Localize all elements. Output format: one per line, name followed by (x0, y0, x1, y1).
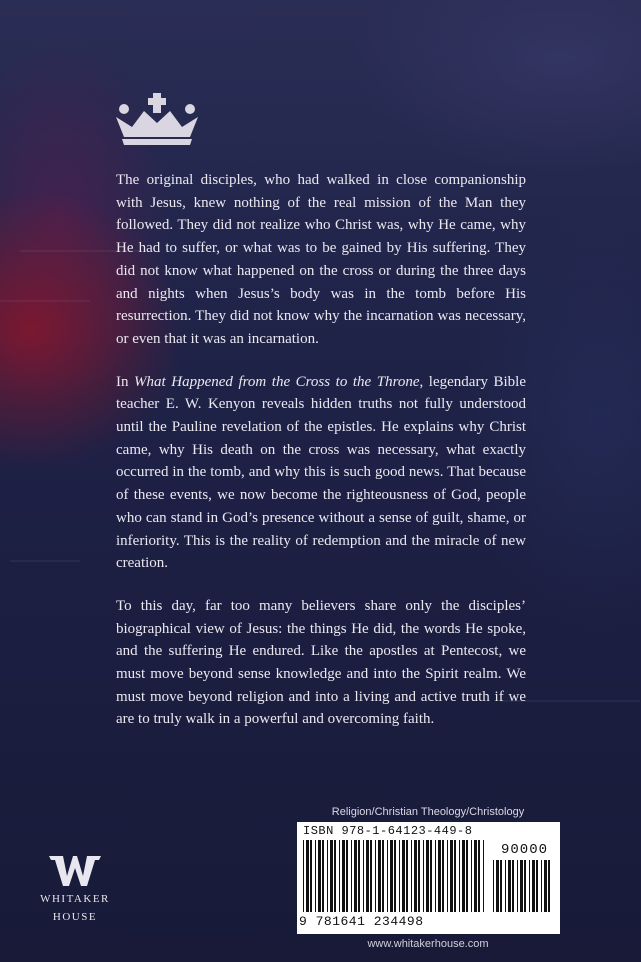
barcode-bar (474, 840, 477, 912)
barcode-bar (366, 840, 369, 912)
barcode-bar (423, 840, 424, 912)
barcode-bar (418, 840, 420, 912)
barcode-bar (406, 840, 408, 912)
barcode-bar (500, 860, 502, 912)
isbn-number: ISBN 978-1-64123-449-8 (303, 824, 473, 838)
barcode-bar (454, 840, 456, 912)
barcode-bar (512, 860, 514, 912)
publisher-name-line-1: WHITAKER (40, 893, 110, 905)
barcode-bar (459, 840, 460, 912)
barcode-bar (351, 840, 352, 912)
texture-streak (10, 560, 80, 562)
barcode-bar (315, 840, 316, 912)
barcode-bar (544, 860, 547, 912)
barcode-bar (536, 860, 538, 912)
publisher-website: www.whitakerhouse.com (367, 938, 489, 950)
barcode-bar (483, 840, 484, 912)
publisher-name-line-2: HOUSE (52, 911, 98, 923)
barcode-bar (450, 840, 453, 912)
ean-barcode-bars (303, 840, 488, 912)
barcode-bar (306, 840, 309, 912)
ean-number: 9 781641 234498 (299, 914, 424, 929)
barcode-bar (394, 840, 396, 912)
barcode-bar (529, 860, 530, 912)
barcode-bar (496, 860, 499, 912)
barcode-bar (508, 860, 511, 912)
barcode-bar (524, 860, 526, 912)
barcode-bar (387, 840, 388, 912)
price-barcode-bars (493, 860, 553, 912)
barcode-bar (342, 840, 345, 912)
barcode-bar (334, 840, 336, 912)
barcode-bar (318, 840, 321, 912)
price-code: 90000 (500, 842, 548, 858)
subject-category: Religion/Christian Theology/Christology (331, 806, 525, 818)
barcode-bar (310, 840, 312, 912)
blurb-paragraph-1: The original disciples, who had walked in close companionship with Jesus, knew nothing of the real mission of the Man they followed. They did not realize who Christ was, why He came, why He had to suffer, or what was to be gained by His suffering. They did not know what happened on the cross or during the three days and nights when Jesus’s body was in the tomb before His resurrection. They did not know why the incarnation was necessary, or even that it was an incarnation. (116, 172, 526, 347)
barcode-bar (303, 840, 304, 912)
barcode-bar (548, 860, 550, 912)
whitaker-w-icon (47, 854, 103, 888)
barcode-bar (466, 840, 468, 912)
publisher-logo (30, 854, 120, 924)
barcode-bar (354, 840, 357, 912)
barcode-bar (478, 840, 480, 912)
barcode-bar (339, 840, 340, 912)
barcode-bar (327, 840, 328, 912)
barcode-bar (322, 840, 324, 912)
book-title: What Happened from the Cross to the Throne (134, 373, 420, 390)
blurb-p2-rest: , legendary Bible teacher E. W. Kenyon reveals hidden truths not fully understood until the Pauline revelation of the epistles. He explains why Christ came, why His death on the cross was necessary, what exactly occurred in the tomb, and why this is such good news. That because of these events, we now become the righteousness of God, people who can stand in God’s presence without a sense of guilt, shame, or inferiority. This is the reality of redemption and the miracle of new creation. (116, 373, 526, 572)
barcode-bar (520, 860, 523, 912)
barcode-bar (358, 840, 360, 912)
barcode-bar (382, 840, 384, 912)
barcode-bar (532, 860, 535, 912)
barcode-bar (447, 840, 448, 912)
barcode-bar (430, 840, 432, 912)
back-cover-blurb (116, 169, 526, 751)
barcode-bar (505, 860, 506, 912)
barcode-bar (541, 860, 542, 912)
barcode-bar (438, 840, 441, 912)
barcode-bar (471, 840, 472, 912)
barcode-bar (390, 840, 393, 912)
barcode-bar (435, 840, 436, 912)
barcode-bar (346, 840, 348, 912)
blurb-paragraph-3: To this day, far too many believers share only the disciples’ biographical view of Jesus: the things He did, the words He spoke, and the suffering He endured. Like the apostles at Pentecost, we must move beyond sense knowledge and into the Spirit realm. We must move beyond religion and into a living and active truth if we are to truly walk in a powerful and overcoming faith. (116, 597, 526, 728)
blurb-paragraph-2 (116, 371, 526, 575)
barcode-bar (402, 840, 405, 912)
barcode-bar (375, 840, 376, 912)
barcode-bar (426, 840, 429, 912)
texture-streak (0, 300, 90, 302)
barcode-bar (517, 860, 518, 912)
crown-icon (112, 93, 202, 145)
barcode-bar (493, 860, 494, 912)
blurb-p2-intro: In (116, 373, 135, 390)
barcode-bar (414, 840, 417, 912)
barcode-bar (370, 840, 372, 912)
barcode-bar (399, 840, 400, 912)
barcode-bar (363, 840, 364, 912)
barcode-bar (411, 840, 412, 912)
barcode-bar (330, 840, 333, 912)
barcode-bar (442, 840, 444, 912)
barcode-bar (378, 840, 381, 912)
barcode (297, 822, 560, 934)
barcode-bar (462, 840, 465, 912)
